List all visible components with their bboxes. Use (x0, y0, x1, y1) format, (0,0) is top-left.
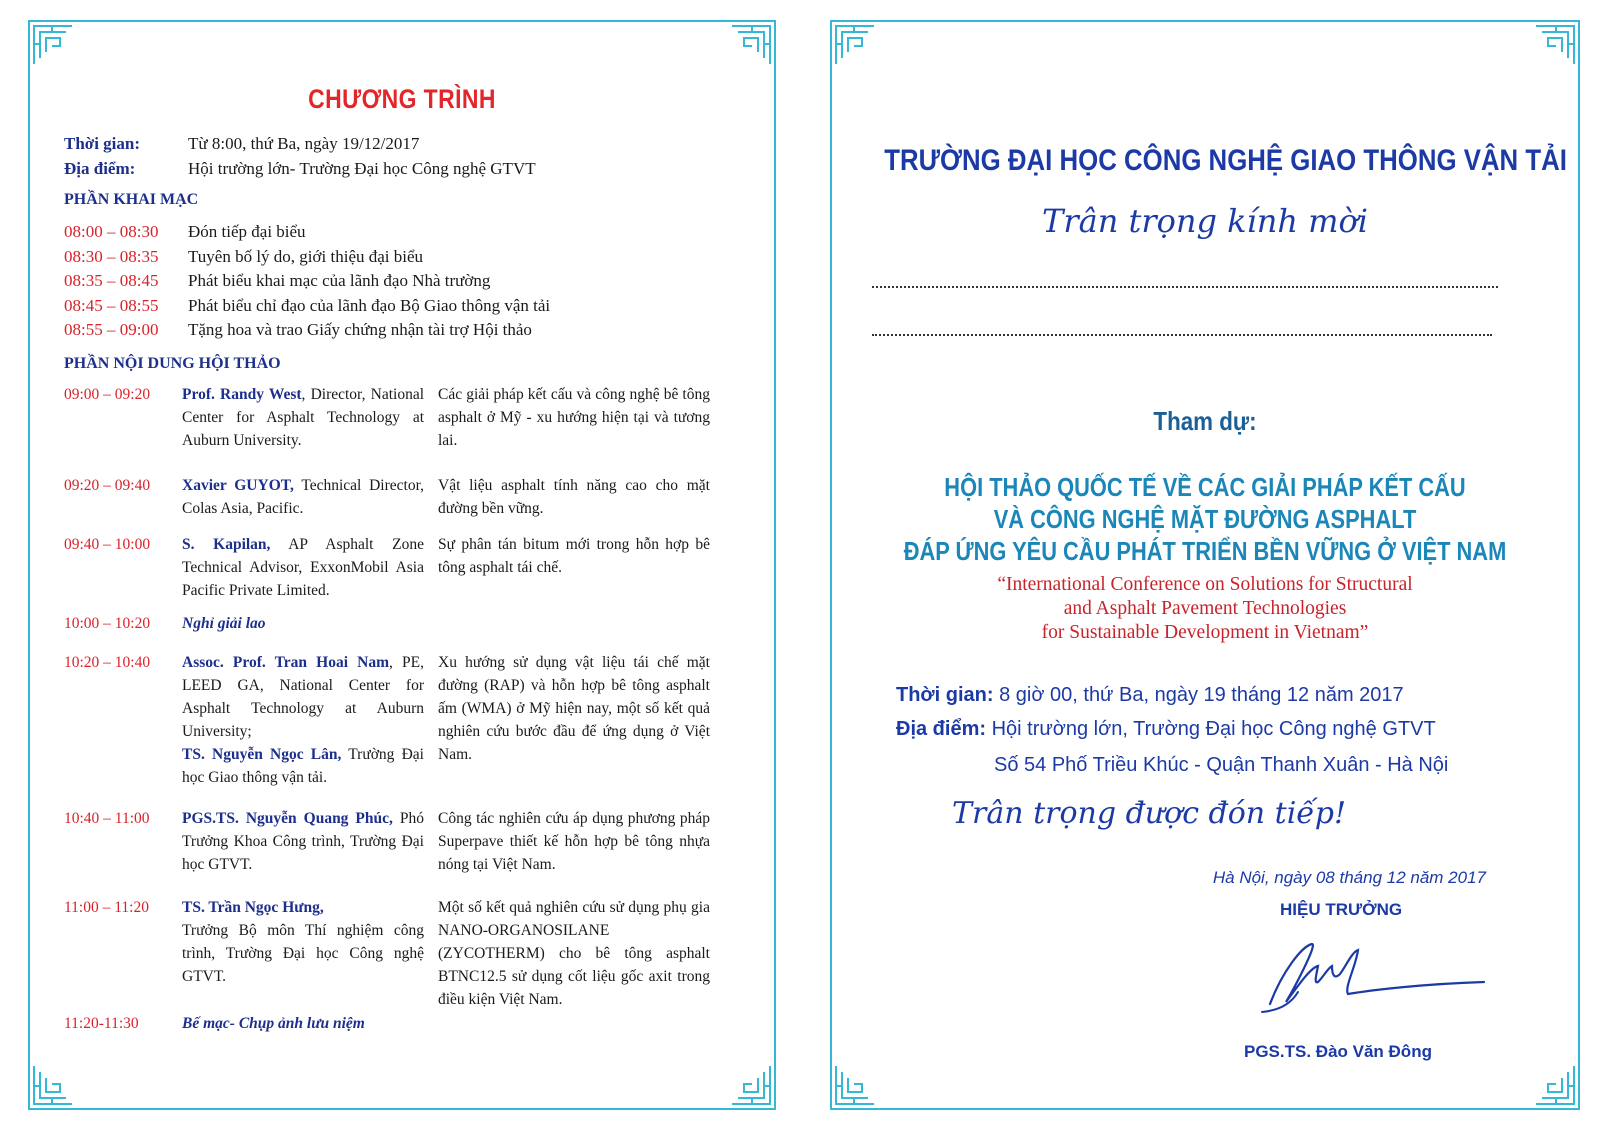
conference-title-vi: ĐÁP ỨNG YÊU CẦU PHÁT TRIỂN BỀN VỮNG Ở VIỆT NAM (903, 536, 1507, 566)
issue-date: Hà Nội, ngày 08 tháng 12 năm 2017 (1212, 868, 1486, 887)
corner-ornament-icon (32, 1064, 74, 1106)
conference-title-en: and Asphalt Pavement Technologies (1063, 598, 1347, 619)
corner-ornament-icon (1534, 24, 1576, 66)
conference-title-vi: VÀ CÔNG NGHỆ MẶT ĐƯỜNG ASPHALT (993, 504, 1417, 534)
signer-name: PGS.TS. Đào Văn Đông (1244, 1042, 1432, 1061)
corner-ornament-icon (32, 24, 74, 66)
corner-ornament-icon (730, 24, 772, 66)
guest-name-line (872, 286, 1498, 288)
guest-name-line (872, 334, 1492, 336)
program-panel: CHƯƠNG TRÌNH Thời gian: Từ 8:00, thứ Ba, ngày 19/12/2017 Địa điểm: Hội trường lớn- Trường Đại học Công nghệ GTVT PHẦN KHAI MẠC 08:00 – 08:30 Đón tiếp đại biểu 08:30 – 08:35 Tuyên bố lý do, giới thiệu đại biểu 08:35 – 08:45 Phát biểu khai mạc của lãnh đạo Nhà trường 08:45 – 08:55 Phát biểu chỉ đạo của lãnh đạo Bộ Giao thông vận tải 08:55 – 09:00 Tặng hoa và trao Giấy chứng nhận tài trợ Hội thảo PHẦN NỘI DUNG HỘI THẢO 09:00 – 09:20 Prof. Randy West, Director, National Center for Asphalt Technology at Auburn University. Các giải pháp kết cấu và công nghệ bê tông asphalt ở Mỹ - xu hướng hiện tại và tương lai. 09:20 – 09:40 Xavier GUYOT, Technical Director, Colas Asia, Pacific. Vật liệu asphalt tính năng cao cho mặt đường bền vững. 09:40 – 10:00 S. Kapilan, AP Asphalt Zone Technical Advisor, ExxonMobil Asia Pacific Private Limited. Sự phân tán bitum mới trong hỗn hợp bê tông asphalt tái chế. 10:00 – 10:20 Nghỉ giải lao 10:20 – 10:40 Assoc. Prof. Tran Hoai Nam, PE, LEED GA, National Center for Asphalt Technology at Auburn University; TS. Nguyễn Ngọc Lân, Trường Đại học Giao thông vận tải. Xu hướng sử dụng vật liệu tái chế mặt đường (RAP) và hỗn hợp bê tông asphalt ấm (WMA) ở Mỹ hiện nay, một số kết quả nghiên cứu bước đầu để ứng dụng ở Việt Nam. 10:40 – 11:00 PGS.TS. Nguyễn Quang Phúc, Phó Trưởng Khoa Công trình, Trường Đại học GTVT. Công tác nghiên cứu áp dụng phương pháp Superpave thiết kế hỗn hợp bê tông nhựa nóng tại Việt Nam. 11:00 – 11:20 TS. Trần Ngọc Hưng, Trưởng Bộ môn Thí nghiệm công trình, Trường Đại học Công nghệ GTVT. Một số kết quả nghiên cứu sử dụng phụ gia NANO-ORGANOSILANE (ZYCOTHERM) cho bê tông asphalt BTNC12.5 sử dụng cốt liệu gốc axit trong điều kiện Việt Nam. 11:20-11:30 Bế mạc- Chụp ảnh lưu niệm (28, 20, 776, 1110)
content-header: PHẦN NỘI DUNG HỘI THẢO (64, 355, 281, 372)
welcome-text: Trân trọng được đón tiếp! (952, 796, 1347, 831)
opening-header: PHẦN KHAI MẠC (64, 191, 199, 208)
opening-row: 08:55 – 09:00 Tặng hoa và trao Giấy chứng nhận tài trợ Hội thảo (64, 320, 532, 339)
opening-row: 08:00 – 08:30 Đón tiếp đại biểu (64, 222, 306, 241)
opening-row: 08:45 – 08:55 Phát biểu chỉ đạo của lãnh đạo Bộ Giao thông vận tải (64, 296, 551, 315)
corner-ornament-icon (834, 1064, 876, 1106)
program-time: Thời gian: Từ 8:00, thứ Ba, ngày 19/12/2017 (64, 134, 420, 153)
signature-icon (1252, 932, 1492, 1022)
event-address: Số 54 Phố Triều Khúc - Quận Thanh Xuân - Hà Nội (994, 754, 1449, 776)
event-time: Thời gian: 8 giờ 00, thứ Ba, ngày 19 tháng 12 năm 2017 (896, 684, 1404, 706)
conference-title-en: “International Conference on Solutions for Structural (997, 574, 1413, 595)
program-place: Địa điểm: Hội trường lớn- Trường Đại học Công nghệ GTVT (64, 159, 536, 178)
corner-ornament-icon (730, 1064, 772, 1106)
program-title: CHƯƠNG TRÌNH (308, 84, 496, 114)
invitation-panel (830, 20, 1580, 1110)
conference-title-en: for Sustainable Development in Vietnam” (1041, 622, 1369, 643)
rector-title: HIỆU TRƯỞNG (1280, 900, 1403, 919)
corner-ornament-icon (1534, 1064, 1576, 1106)
invite-greeting: Trân trọng kính mời (1041, 202, 1369, 240)
event-place: Địa điểm: Hội trường lớn, Trường Đại học Công nghệ GTVT (896, 718, 1436, 740)
conference-title-vi: HỘI THẢO QUỐC TẾ VỀ CÁC GIẢI PHÁP KẾT CẤU (944, 472, 1466, 502)
corner-ornament-icon (834, 24, 876, 66)
opening-row: 08:35 – 08:45 Phát biểu khai mạc của lãnh đạo Nhà trường (64, 271, 491, 290)
school-name: TRƯỜNG ĐẠI HỌC CÔNG NGHỆ GIAO THÔNG VẬN TẢI (884, 144, 1567, 177)
attend-label: Tham dự: (1153, 406, 1257, 436)
opening-row: 08:30 – 08:35 Tuyên bố lý do, giới thiệu đại biểu (64, 247, 424, 266)
